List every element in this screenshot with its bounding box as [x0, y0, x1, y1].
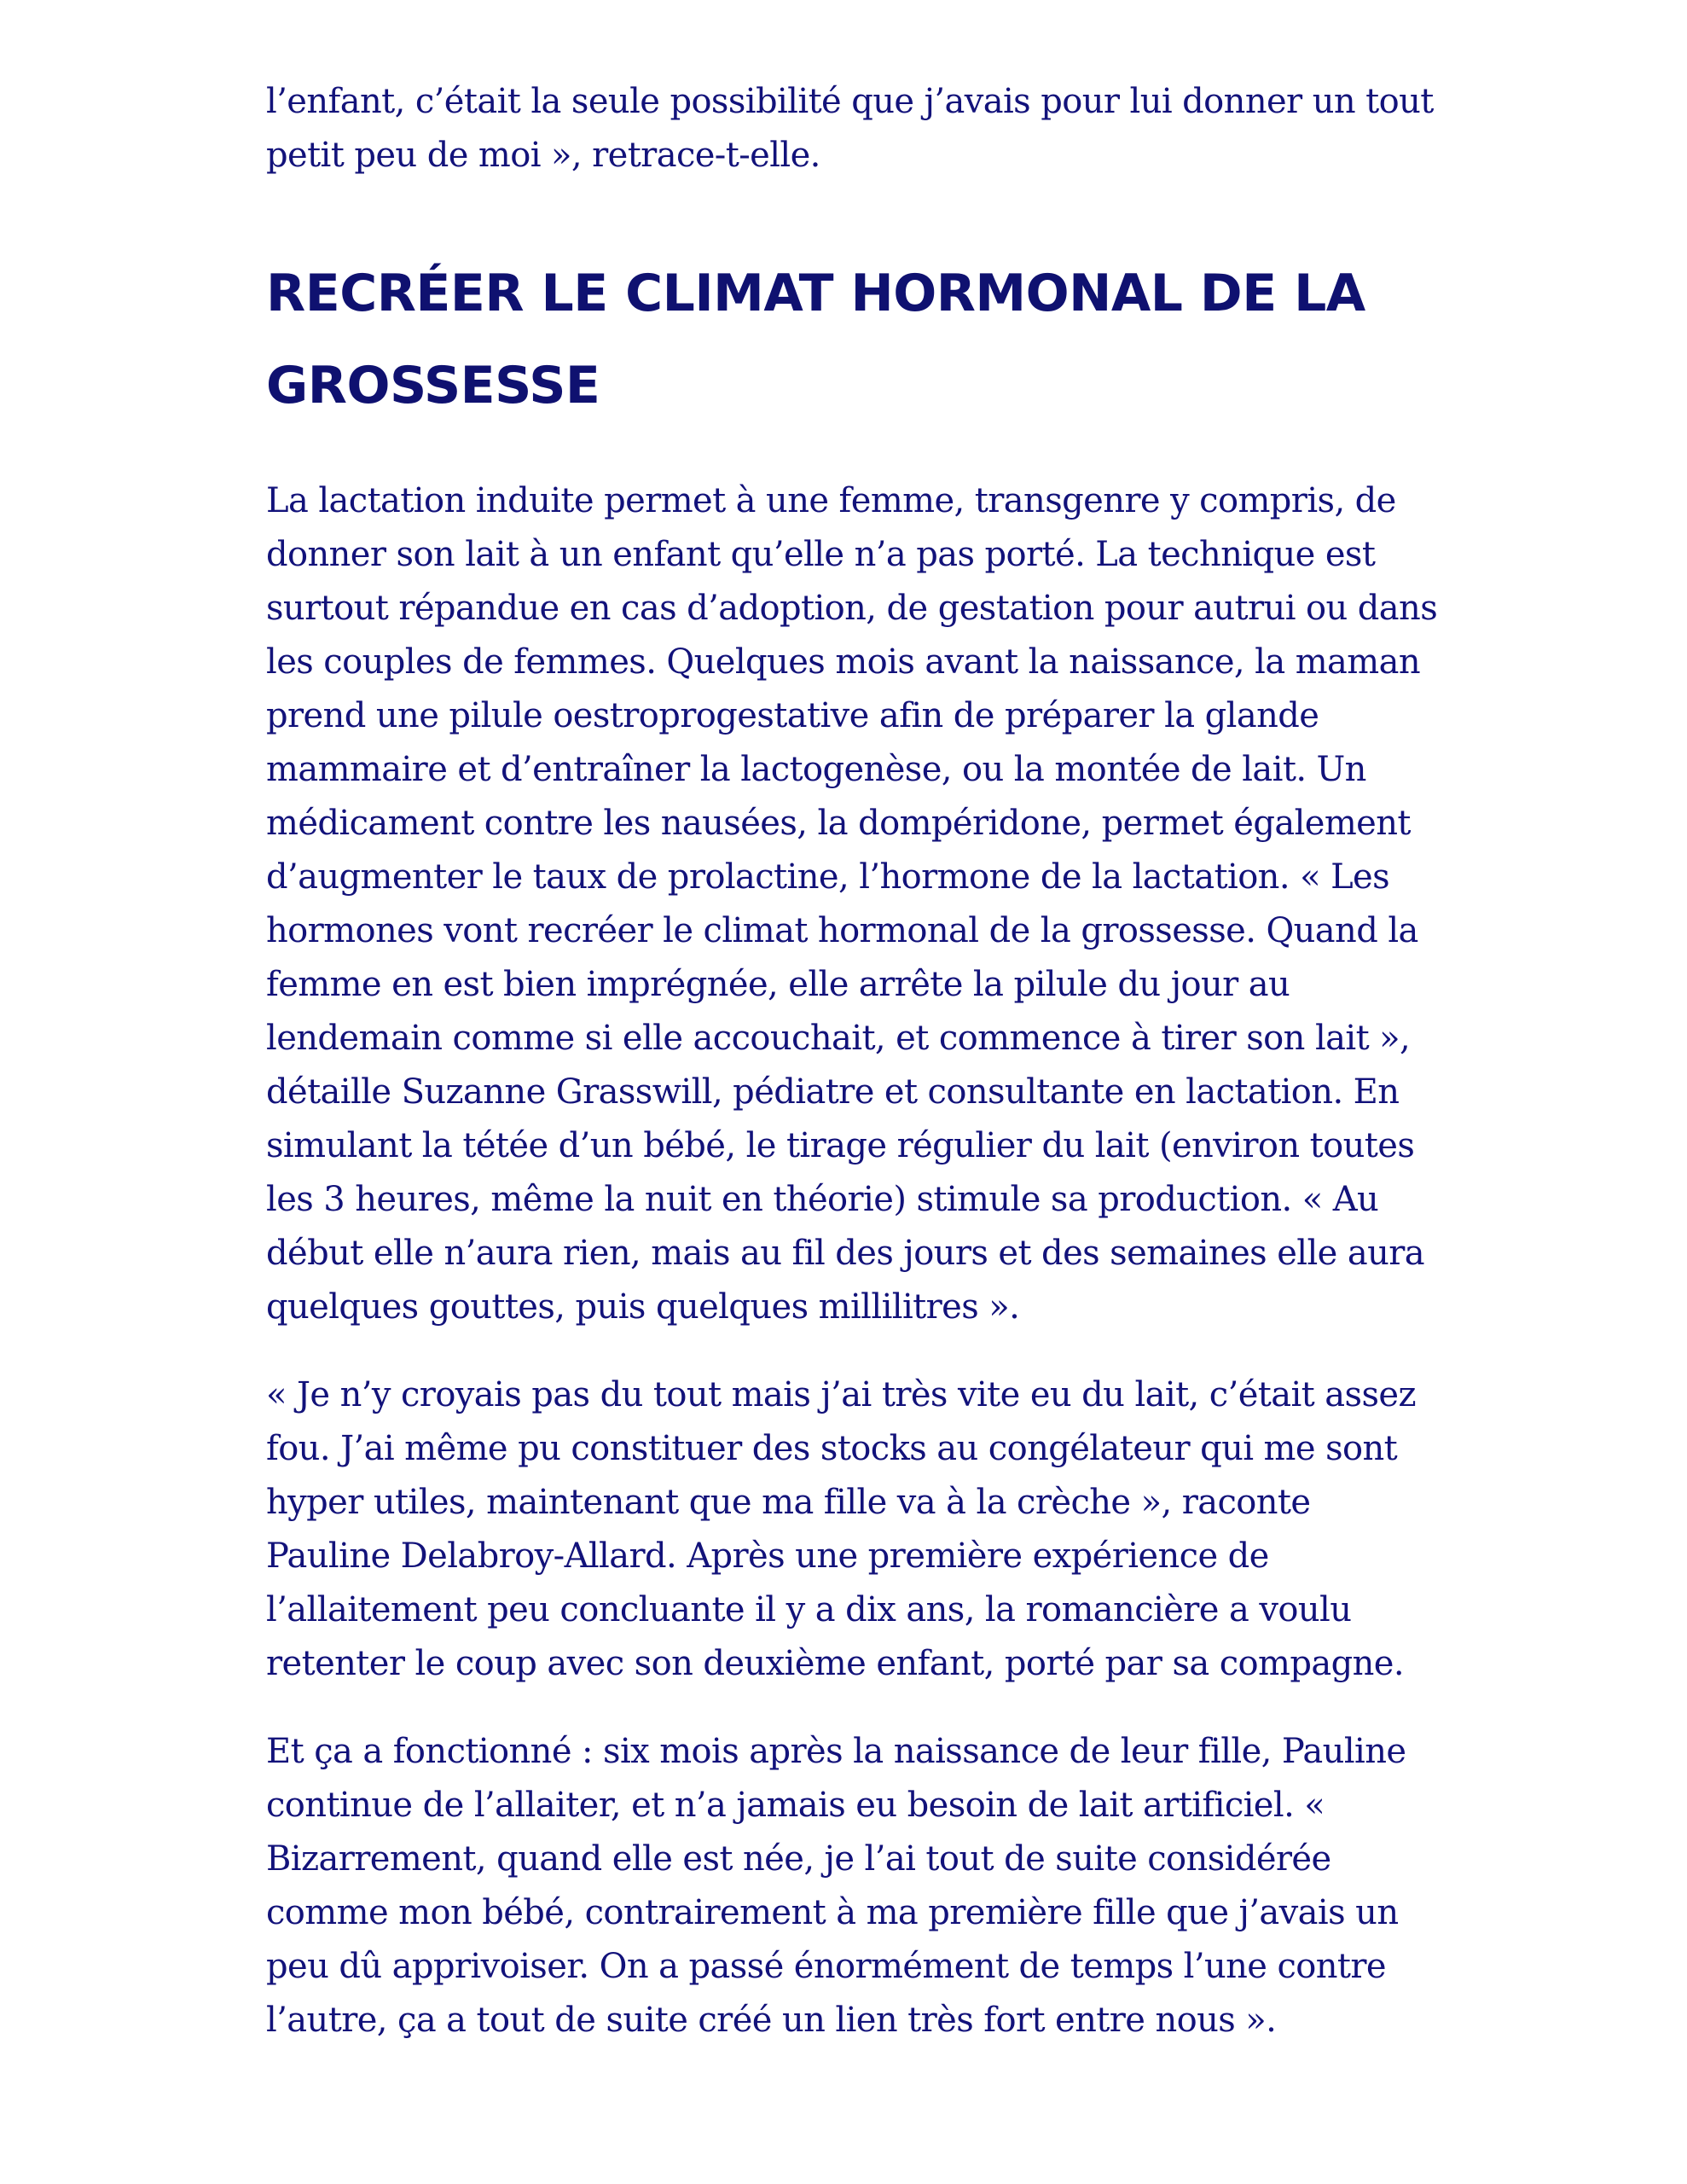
body-paragraph-1: La lactation induite permet à une femme, transgenre y compris, de donner son lait à un enfant qu’elle n’a pas porté. La technique est surtout répandue en cas d’adoption, de gestation pour autrui ou dans les couples de femmes. Quelques mois avant la naissance, la maman prend une pilule oestroprogestative afin de préparer la glande mammaire et d’entraîner la lactogenèse, ou la montée de lait. Un médicament contre les nausées, la dompéridone, permet également d’augmenter le taux de prolactine, l’hormone de la lactation. « Les hormones vont recréer le climat hormonal de la grossesse. Quand la femme en est bien imprégnée, elle arrête la pilule du jour au lendemain comme si elle accouchait, et commence à tirer son lait », détaille Suzanne Grasswill, pédiatre et consultante en lactation. En simulant la tétée d’un bébé, le tirage régulier du lait (environ toutes les 3 heures, même la nuit en théorie) stimule sa production. « Au début elle n’aura rien, mais au fil des jours et des semaines elle aura quelques gouttes, puis quelques millilitres ». — [266, 481, 1438, 1327]
body-paragraph-3: Et ça a fonctionné : six mois après la naissance de leur fille, Pauline continue de l’allaiter, et n’a jamais eu besoin de lait artificiel. « Bizarrement, quand elle est née, je l’ai tout de suite considérée comme mon bébé, contrairement à ma première fille que j’avais un peu dû apprivoiser. On a passé énormément de temps l’une contre l’autre, ça a tout de suite créé un lien très fort entre nous ». — [266, 1732, 1406, 2040]
body-paragraph-2: « Je n’y croyais pas du tout mais j’ai très vite eu du lait, c’était assez fou. J’ai même pu constituer des stocks au congélateur qui me sont hyper utiles, maintenant que ma fille va à la crèche », raconte Pauline Delabroy-Allard. Après une première expérience de l’allaitement peu concluante il y a dix ans, la romancière a voulu retenter le coup avec son deuxième enfant, porté par sa compagne. — [266, 1375, 1416, 1683]
article-body — [266, 75, 1443, 2048]
intro-paragraph: l’enfant, c’était la seule possibilité que j’avais pour lui donner un tout petit peu de moi », retrace-t-elle. — [266, 82, 1434, 175]
section-heading: RECRÉER LE CLIMAT HORMONAL DE LA GROSSESSE — [266, 264, 1365, 415]
